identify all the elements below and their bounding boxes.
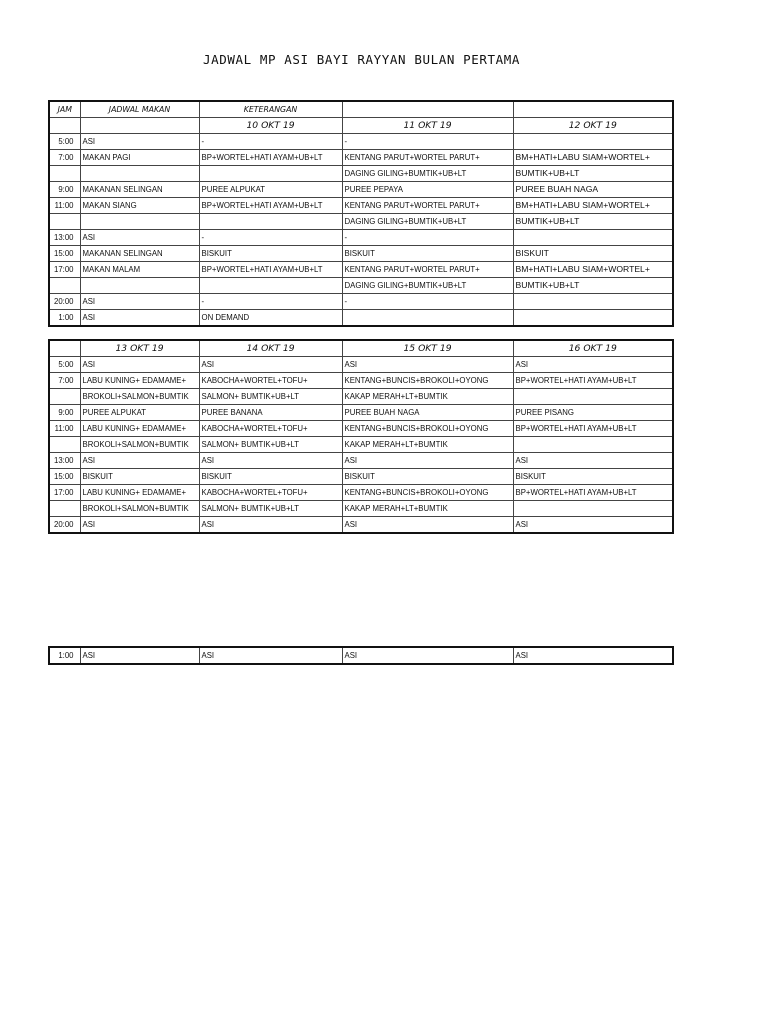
table-cell: KENTANG PARUT+WORTEL PARUT+ xyxy=(342,262,513,278)
table-cell: KENTANG+BUNCIS+BROKOLI+OYONG xyxy=(342,421,513,437)
header-cell xyxy=(80,118,199,134)
table-cell: MAKANAN SELINGAN xyxy=(80,246,199,262)
time-cell: 7:00 xyxy=(49,150,80,166)
table-cell: ASI xyxy=(80,647,199,664)
table-cell xyxy=(80,166,199,182)
header-cell xyxy=(49,118,80,134)
time-cell: 15:00 xyxy=(49,469,80,485)
table-cell: ASI xyxy=(199,453,342,469)
table-cell: ASI xyxy=(342,453,513,469)
header-cell: 10 OKT 19 xyxy=(199,118,342,134)
table-row xyxy=(49,294,673,310)
document-title: JADWAL MP ASI BAYI RAYYAN BULAN PERTAMA xyxy=(203,52,520,67)
table-cell: ASI xyxy=(80,517,199,534)
header-cell xyxy=(513,101,673,118)
table-cell: - xyxy=(199,134,342,150)
table-cell: PUREE BUAH NAGA xyxy=(513,182,673,198)
time-cell xyxy=(49,437,80,453)
table-cell: KABOCHA+WORTEL+TOFU+ xyxy=(199,485,342,501)
table-cell: KAKAP MERAH+LT+BUMTIK xyxy=(342,437,513,453)
table-cell xyxy=(513,389,673,405)
table-cell: ASI xyxy=(80,453,199,469)
table-cell: - xyxy=(199,230,342,246)
table-cell: BISKUIT xyxy=(199,469,342,485)
table-cell: SALMON+ BUMTIK+UB+LT xyxy=(199,437,342,453)
table-row xyxy=(49,453,673,469)
table-cell: BISKUIT xyxy=(199,246,342,262)
date-header-row xyxy=(49,118,673,134)
table-cell: ASI xyxy=(199,517,342,534)
time-cell: 9:00 xyxy=(49,182,80,198)
schedule-table-night-feed xyxy=(48,646,674,665)
table-row xyxy=(49,389,673,405)
time-cell: 20:00 xyxy=(49,294,80,310)
table-cell xyxy=(342,310,513,327)
time-cell: 7:00 xyxy=(49,373,80,389)
table-cell: ASI xyxy=(80,357,199,373)
time-cell: 5:00 xyxy=(49,134,80,150)
schedule-table-body xyxy=(49,647,673,664)
table-cell: BUMTIK+UB+LT xyxy=(513,166,673,182)
table-cell: MAKANAN SELINGAN xyxy=(80,182,199,198)
table-cell xyxy=(513,230,673,246)
table-cell xyxy=(513,134,673,150)
table-cell: BM+HATI+LABU SIAM+WORTEL+ xyxy=(513,150,673,166)
table-cell: KAKAP MERAH+LT+BUMTIK xyxy=(342,389,513,405)
table-cell: BISKUIT xyxy=(342,469,513,485)
table-cell: BISKUIT xyxy=(513,246,673,262)
table-cell: DAGING GILING+BUMTIK+UB+LT xyxy=(342,214,513,230)
time-cell xyxy=(49,501,80,517)
time-cell: 13:00 xyxy=(49,230,80,246)
table-cell xyxy=(513,310,673,327)
table-row xyxy=(49,469,673,485)
table-cell: BP+WORTEL+HATI AYAM+UB+LT xyxy=(199,150,342,166)
time-cell: 15:00 xyxy=(49,246,80,262)
table-cell: MAKAN SIANG xyxy=(80,198,199,214)
table-row xyxy=(49,421,673,437)
table-row xyxy=(49,262,673,278)
table-cell: - xyxy=(342,230,513,246)
table-cell: BISKUIT xyxy=(513,469,673,485)
table-cell: PUREE ALPUKAT xyxy=(80,405,199,421)
table-cell: KENTANG PARUT+WORTEL PARUT+ xyxy=(342,198,513,214)
table-cell: ASI xyxy=(513,357,673,373)
time-cell: 11:00 xyxy=(49,421,80,437)
table-cell xyxy=(199,278,342,294)
time-cell: 1:00 xyxy=(49,647,80,664)
table-cell: ASI xyxy=(513,517,673,534)
table-row xyxy=(49,134,673,150)
table-cell: - xyxy=(199,294,342,310)
table-cell: ON DEMAND xyxy=(199,310,342,327)
table-cell: ASI xyxy=(199,647,342,664)
time-cell xyxy=(49,214,80,230)
table-cell: PUREE PISANG xyxy=(513,405,673,421)
table-cell: LABU KUNING+ EDAMAME+ xyxy=(80,421,199,437)
table-row xyxy=(49,485,673,501)
time-cell: 17:00 xyxy=(49,262,80,278)
table-row xyxy=(49,647,673,664)
header-cell: JADWAL MAKAN xyxy=(80,101,199,118)
schedule-table-week-1 xyxy=(48,100,674,327)
table-row xyxy=(49,150,673,166)
header-cell: KETERANGAN xyxy=(199,101,342,118)
table-cell: BROKOLI+SALMON+BUMTIK xyxy=(80,389,199,405)
time-cell: 20:00 xyxy=(49,517,80,534)
time-cell: 9:00 xyxy=(49,405,80,421)
table-cell: ASI xyxy=(342,647,513,664)
table-cell: BISKUIT xyxy=(80,469,199,485)
table-cell: MAKAN PAGI xyxy=(80,150,199,166)
table-cell: KENTANG+BUNCIS+BROKOLI+OYONG xyxy=(342,485,513,501)
table-cell: - xyxy=(342,134,513,150)
time-cell: 5:00 xyxy=(49,357,80,373)
table-row xyxy=(49,214,673,230)
table-cell: SALMON+ BUMTIK+UB+LT xyxy=(199,501,342,517)
table-cell: SALMON+ BUMTIK+UB+LT xyxy=(199,389,342,405)
table-cell xyxy=(199,214,342,230)
table-cell xyxy=(513,501,673,517)
table-row xyxy=(49,517,673,534)
header-cell: 11 OKT 19 xyxy=(342,118,513,134)
table-cell: ASI xyxy=(513,647,673,664)
time-cell xyxy=(49,389,80,405)
table-cell: PUREE ALPUKAT xyxy=(199,182,342,198)
header-cell: 12 OKT 19 xyxy=(513,118,673,134)
table-row xyxy=(49,310,673,327)
table-row xyxy=(49,246,673,262)
table-cell: BP+WORTEL+HATI AYAM+UB+LT xyxy=(199,198,342,214)
table-row xyxy=(49,437,673,453)
table-row xyxy=(49,373,673,389)
table-cell: BUMTIK+UB+LT xyxy=(513,278,673,294)
table-cell: ASI xyxy=(80,294,199,310)
table-cell xyxy=(80,278,199,294)
table-cell: KENTANG+BUNCIS+BROKOLI+OYONG xyxy=(342,373,513,389)
time-cell xyxy=(49,278,80,294)
header-cell: 13 OKT 19 xyxy=(80,340,199,357)
table-cell xyxy=(513,437,673,453)
table-cell: KABOCHA+WORTEL+TOFU+ xyxy=(199,421,342,437)
table-cell: BM+HATI+LABU SIAM+WORTEL+ xyxy=(513,198,673,214)
table-cell: BP+WORTEL+HATI AYAM+UB+LT xyxy=(513,373,673,389)
table-cell: KENTANG PARUT+WORTEL PARUT+ xyxy=(342,150,513,166)
header-cell xyxy=(49,340,80,357)
table-cell: BUMTIK+UB+LT xyxy=(513,214,673,230)
time-cell: 13:00 xyxy=(49,453,80,469)
header-cell: 16 OKT 19 xyxy=(513,340,673,357)
table-row xyxy=(49,182,673,198)
table-cell: LABU KUNING+ EDAMAME+ xyxy=(80,485,199,501)
time-cell: 17:00 xyxy=(49,485,80,501)
table-cell xyxy=(80,214,199,230)
table-cell: PUREE PEPAYA xyxy=(342,182,513,198)
table-cell: ASI xyxy=(80,310,199,327)
time-cell xyxy=(49,166,80,182)
table-cell: BROKOLI+SALMON+BUMTIK xyxy=(80,437,199,453)
schedule-table-week-2 xyxy=(48,339,674,534)
table-cell: LABU KUNING+ EDAMAME+ xyxy=(80,373,199,389)
header-cell: JAM xyxy=(49,101,80,118)
table-cell: KABOCHA+WORTEL+TOFU+ xyxy=(199,373,342,389)
table-row xyxy=(49,501,673,517)
time-cell: 1:00 xyxy=(49,310,80,327)
table-cell: ASI xyxy=(342,357,513,373)
table-row xyxy=(49,405,673,421)
table-cell: BROKOLI+SALMON+BUMTIK xyxy=(80,501,199,517)
header-cell: 14 OKT 19 xyxy=(199,340,342,357)
date-header-row xyxy=(49,340,673,357)
table-cell: MAKAN MALAM xyxy=(80,262,199,278)
table-row xyxy=(49,278,673,294)
table-row xyxy=(49,230,673,246)
table-cell: DAGING GILING+BUMTIK+UB+LT xyxy=(342,278,513,294)
schedule-table-body xyxy=(49,101,673,326)
table-cell: DAGING GILING+BUMTIK+UB+LT xyxy=(342,166,513,182)
table-row xyxy=(49,198,673,214)
table-cell: BP+WORTEL+HATI AYAM+UB+LT xyxy=(513,421,673,437)
table-row xyxy=(49,166,673,182)
table-cell: ASI xyxy=(80,134,199,150)
header-cell xyxy=(342,101,513,118)
table-cell: BISKUIT xyxy=(342,246,513,262)
table-cell: ASI xyxy=(80,230,199,246)
time-cell: 11:00 xyxy=(49,198,80,214)
table-cell: BP+WORTEL+HATI AYAM+UB+LT xyxy=(199,262,342,278)
table-cell: BP+WORTEL+HATI AYAM+UB+LT xyxy=(513,485,673,501)
table-cell xyxy=(199,166,342,182)
table-cell: ASI xyxy=(513,453,673,469)
table-cell: ASI xyxy=(199,357,342,373)
table-cell: ASI xyxy=(342,517,513,534)
table-cell: BM+HATI+LABU SIAM+WORTEL+ xyxy=(513,262,673,278)
table-cell: KAKAP MERAH+LT+BUMTIK xyxy=(342,501,513,517)
header-row xyxy=(49,101,673,118)
table-row xyxy=(49,357,673,373)
header-cell: 15 OKT 19 xyxy=(342,340,513,357)
schedule-table-body xyxy=(49,340,673,533)
table-cell: PUREE BANANA xyxy=(199,405,342,421)
table-cell: - xyxy=(342,294,513,310)
table-cell: PUREE BUAH NAGA xyxy=(342,405,513,421)
table-cell xyxy=(513,294,673,310)
